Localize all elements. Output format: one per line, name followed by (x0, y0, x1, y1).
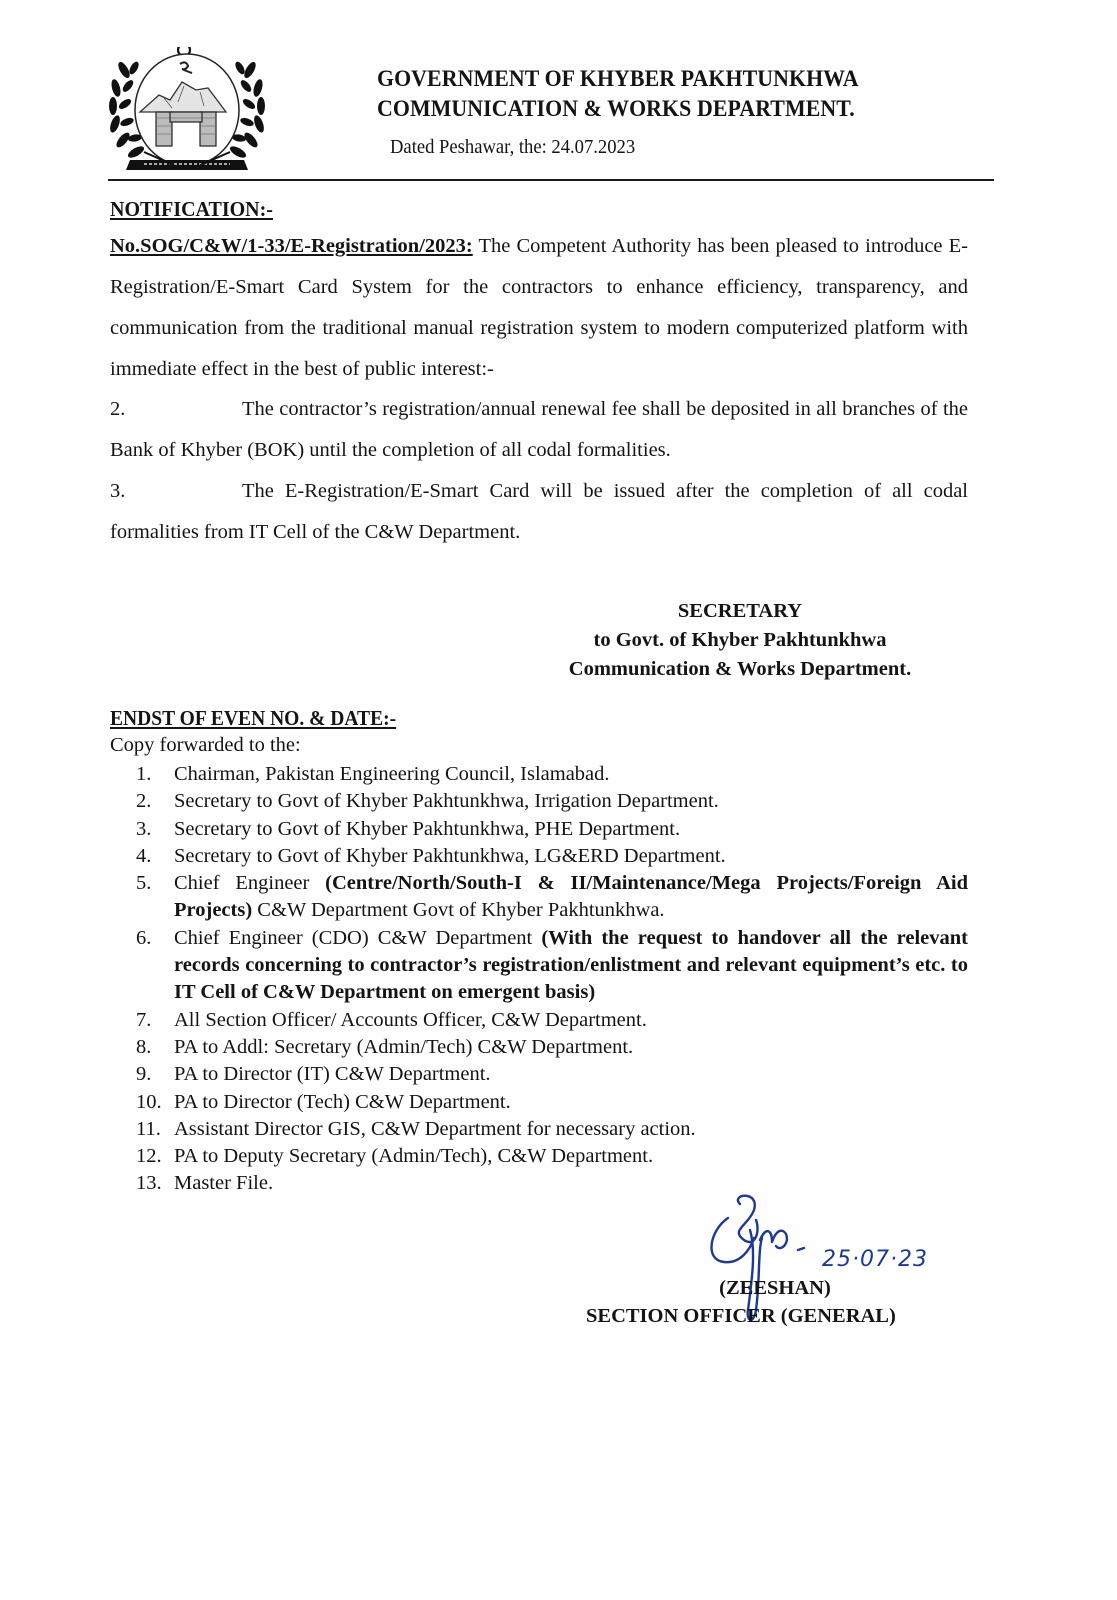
notification-heading: NOTIFICATION:- (110, 197, 273, 221)
notification-paragraph-1 (110, 226, 968, 390)
paragraph-1-text: The Competent Authority has been pleased to introduce E-Registration/E-Smart Card System for the contractors to enhance efficiency, transparency, and communication from the traditional manual registration system to modern computerized platform with immediate effect in the best of public interest:- (110, 235, 968, 380)
recipient-text: All Section Officer/ Accounts Officer, C&W Department. (174, 1008, 647, 1031)
recipient-text: Master File. (174, 1172, 274, 1195)
paragraph-number: 2. (110, 398, 126, 420)
signatory-designation: SECTION OFFICER (GENERAL) (586, 1305, 896, 1327)
recipient-text: Chairman, Pakistan Engineering Council, Islamabad. (174, 763, 610, 785)
list-item (136, 1089, 968, 1116)
notification-reference-number: No.SOG/C&W/1-33/E-Registration/2023: (110, 235, 473, 257)
item-number: 6. (136, 926, 152, 949)
department-heading (377, 64, 859, 124)
list-item (136, 816, 968, 843)
paragraph-number: 3. (110, 480, 126, 502)
secretary-govt: to Govt. of Khyber Pakhtunkhwa (593, 629, 887, 651)
paragraph-3-text: The E-Registration/E-Smart Card will be issued after the completion of all codal formalities from IT Cell of the C&W Department. (110, 480, 968, 543)
government-emblem-icon (104, 40, 270, 178)
recipient-text: PA to Deputy Secretary (Admin/Tech), C&W Department. (174, 1145, 654, 1168)
recipient-text: PA to Director (IT) C&W Department. (174, 1063, 491, 1086)
item-number: 13. (136, 1172, 162, 1195)
recipient-text: Secretary to Govt of Khyber Pakhtunkhwa, LG&ERD Department. (174, 844, 726, 867)
item-number: 11. (136, 1117, 161, 1140)
item-number: 9. (136, 1063, 152, 1086)
item-number: 4. (136, 844, 152, 867)
list-item (136, 843, 968, 870)
dated-line: Dated Peshawar, the: 24.07.2023 (390, 136, 636, 158)
recipient-text: PA to Addl: Secretary (Admin/Tech) C&W Department. (174, 1035, 634, 1058)
item-number: 8. (136, 1035, 152, 1058)
item-number: 10. (136, 1090, 162, 1113)
item-number: 2. (136, 790, 152, 813)
list-item (136, 1143, 968, 1170)
list-item (136, 1116, 968, 1143)
recipient-list (136, 761, 968, 1198)
list-item (136, 925, 968, 1007)
recipient-text-bold: (Centre/North/South-I & II/Maintenance/Mega Projects/Foreign Aid Projects) (174, 872, 968, 922)
department-name: COMMUNICATION & WORKS DEPARTMENT. (377, 96, 855, 122)
list-item (136, 1061, 968, 1088)
recipient-text: Assistant Director GIS, C&W Department for necessary action. (174, 1117, 696, 1140)
signature-date: 25·07·23 (822, 1247, 928, 1272)
item-number: 3. (136, 817, 152, 840)
recipient-text: PA to Director (Tech) C&W Department. (174, 1090, 511, 1113)
list-item (136, 788, 968, 815)
list-item (136, 1007, 968, 1034)
item-number: 1. (136, 763, 152, 785)
signatory-name: (ZEESHAN) (719, 1277, 831, 1299)
notification-paragraph-3 (110, 471, 968, 553)
notification-paragraph-2 (110, 389, 968, 471)
paragraph-2-text: The contractor’s registration/annual renewal fee shall be deposited in all branches of the Bank of Khyber (BOK) until the completion of all codal formalities. (110, 398, 968, 461)
item-number: 12. (136, 1145, 162, 1168)
government-name: GOVERNMENT OF KHYBER PAKHTUNKHWA (377, 66, 859, 92)
list-item (136, 1034, 968, 1061)
list-item (136, 870, 968, 925)
endorsement-heading: ENDST OF EVEN NO. & DATE:- (110, 706, 397, 730)
recipient-text: Secretary to Govt of Khyber Pakhtunkhwa, PHE Department. (174, 817, 681, 840)
recipient-text-prefix: Chief Engineer (174, 872, 326, 895)
copy-forwarded-label: Copy forwarded to the: (110, 734, 301, 756)
header-divider (108, 179, 994, 181)
recipient-text: Secretary to Govt of Khyber Pakhtunkhwa, Irrigation Department. (174, 790, 719, 813)
secretary-title: SECRETARY (677, 600, 803, 622)
list-item (136, 761, 968, 788)
recipient-text-prefix: Chief Engineer (CDO) C&W Department (174, 926, 542, 949)
recipient-text-bold: (With the request to handover all the relevant records concerning to contractor’s registration/enlistment and relevant equipment’s etc. to IT Cell of C&W Department on emergent basis) (174, 926, 968, 1004)
secretary-signature-block (520, 597, 960, 684)
item-number: 7. (136, 1008, 152, 1031)
item-number: 5. (136, 872, 152, 895)
recipient-text-suffix: C&W Department Govt of Khyber Pakhtunkhwa. (252, 899, 665, 922)
secretary-department: Communication & Works Department. (568, 658, 912, 680)
